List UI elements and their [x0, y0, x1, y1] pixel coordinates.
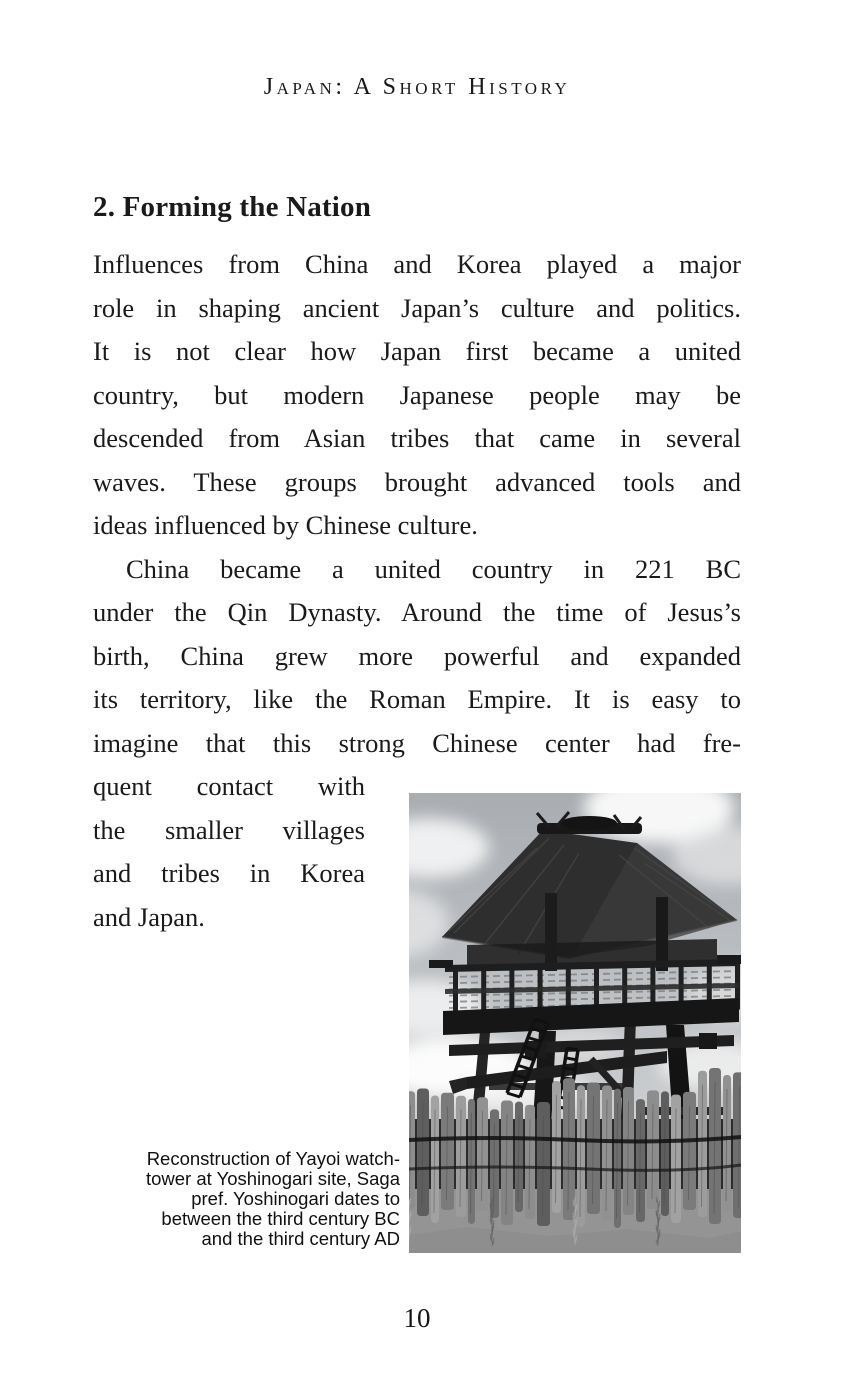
text-column	[93, 0, 741, 1394]
ladder-rung	[567, 1048, 578, 1050]
yayoi-watchtower-photo-svg	[409, 793, 741, 1253]
figure-caption-line: tower at Yoshinogari site, Saga	[145, 1168, 400, 1189]
running-head: Japan: A Short History	[263, 74, 571, 100]
figure-caption-line: Reconstruction of Yayoi watch-	[146, 1148, 400, 1169]
ladder-rung	[564, 1068, 575, 1070]
section-heading: 2. Forming the Nation	[93, 191, 372, 223]
ladder-rung	[566, 1058, 577, 1060]
body-text-line: role in shaping ancient Japan’s culture and politics.	[93, 292, 741, 323]
body-text-line: country, but modern Japanese people may be	[93, 379, 741, 410]
body-text-line: quent contact with	[93, 771, 365, 801]
body-text-line: It is not clear how Japan first became a united	[93, 336, 741, 366]
body-text-line: and tribes in Korea	[93, 858, 365, 888]
roof-post-left	[545, 893, 557, 971]
body-text-line: the smaller villages	[93, 814, 365, 845]
figure-caption-line: pref. Yoshinogari dates to	[191, 1188, 400, 1209]
figure-caption-line: and the third century AD	[201, 1228, 400, 1249]
body-text-line: waves. These groups brought advanced tools and	[93, 466, 741, 497]
yayoi-watchtower-photo	[409, 793, 741, 1253]
figure-caption-line: between the third century BC	[161, 1208, 400, 1229]
body-text-line: under the Qin Dynasty. Around the time of Jesus’s	[93, 597, 741, 627]
body-text-line: its territory, like the Roman Empire. It is easy to	[93, 684, 741, 714]
body-text-line: and Japan.	[93, 901, 205, 932]
body-text-line: ideas influenced by Chinese culture.	[93, 510, 478, 540]
body-text-line: birth, China grew more powerful and expanded	[93, 640, 741, 671]
roof-post-right	[656, 897, 668, 971]
body-text-line: descended from Asian tribes that came in several	[93, 423, 741, 453]
body-text-line: Influences from China and Korea played a major	[93, 249, 741, 279]
page-number: 10	[403, 1303, 431, 1333]
body-text-line: imagine that this strong Chinese center had fre-	[93, 727, 741, 758]
body-text-line: China became a united country in 221 BC	[126, 553, 741, 584]
